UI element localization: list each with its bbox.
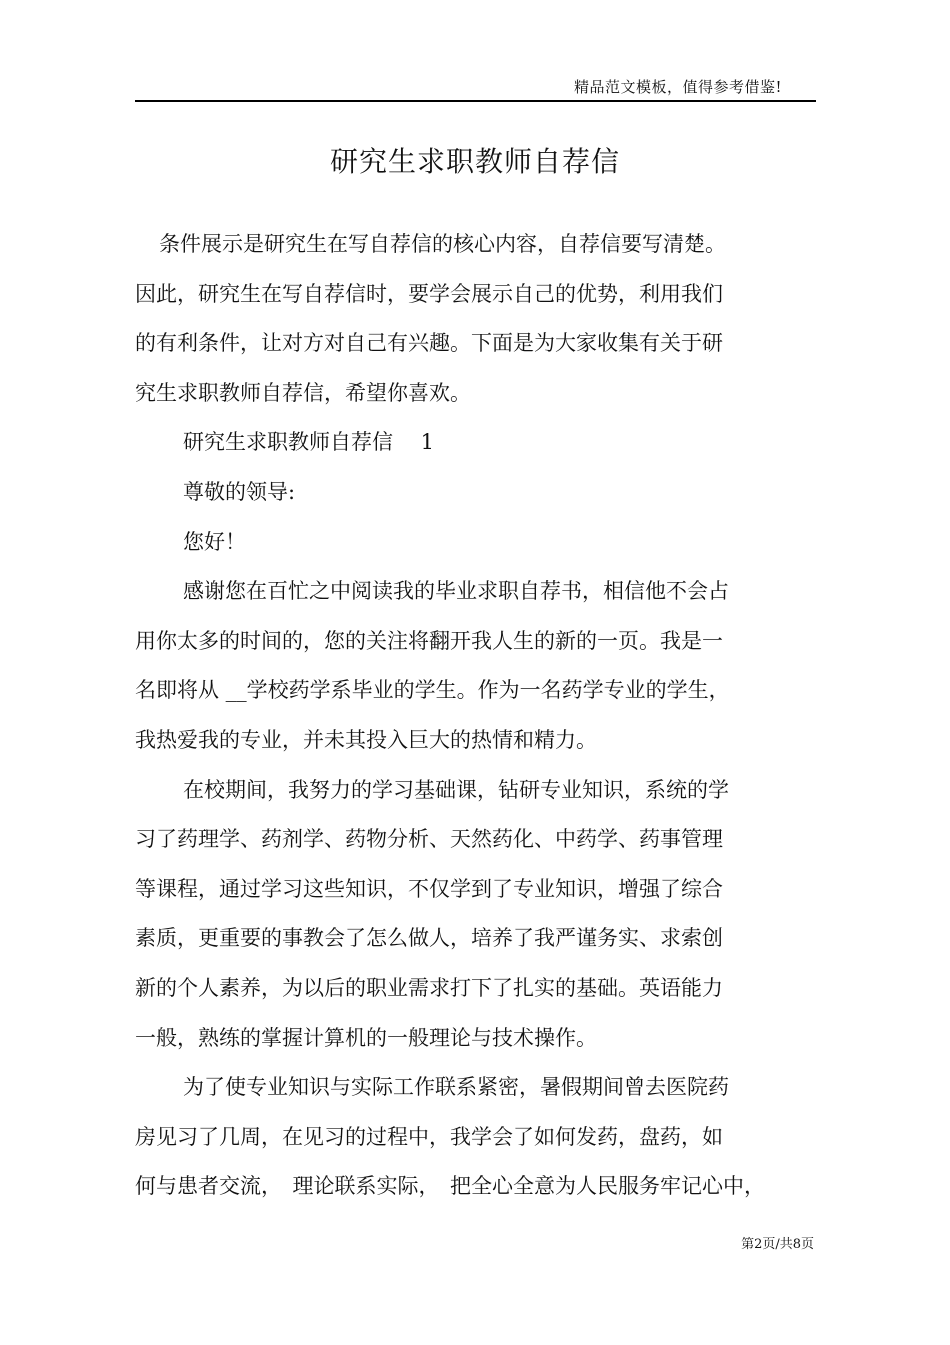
paragraph-line: 的有利条件，让对方对自己有兴趣。下面是为大家收集有关于研 bbox=[135, 331, 723, 356]
paragraph-line: 名即将从 __学校药学系毕业的学生。作为一名药学专业的学生， bbox=[135, 678, 730, 703]
document-body bbox=[135, 220, 765, 1212]
paragraph-line: 用你太多的时间的，您的关注将翻开我人生的新的一页。我是一 bbox=[135, 628, 723, 653]
paragraph-line: 房见习了几周，在见习的过程中，我学会了如何发药，盘药，如 bbox=[135, 1124, 723, 1149]
paragraph-line: 新的个人素养，为以后的职业需求打下了扎实的基础。英语能力 bbox=[135, 975, 723, 1000]
greeting: 您好！ bbox=[183, 529, 246, 554]
document-title: 研究生求职教师自荐信 bbox=[329, 145, 620, 178]
paragraph-line: 我热爱我的专业，并未其投入巨大的热情和精力。 bbox=[135, 727, 597, 752]
paragraph-line: 素质，更重要的事教会了怎么做人，培养了我严谨务实、求索创 bbox=[135, 926, 723, 951]
paragraph-line: 感谢您在百忙之中阅读我的毕业求职自荐书，相信他不会占 bbox=[183, 579, 729, 604]
paragraph-line: 为了使专业知识与实际工作联系紧密，暑假期间曾去医院药 bbox=[183, 1075, 729, 1100]
paragraph-line: 因此，研究生在写自荐信时，要学会展示自己的优势，利用我们 bbox=[135, 281, 723, 306]
paragraph-line: 一般，熟练的掌握计算机的一般理论与技术操作。 bbox=[135, 1025, 597, 1050]
paragraph-line: 等课程，通过学习这些知识，不仅学到了专业知识，增强了综合 bbox=[135, 876, 723, 901]
header-note: 精品范文模板，值得参考借鉴! bbox=[573, 78, 782, 96]
paragraph-line: 何与患者交流， 理论联系实际， 把全心全意为人民服务牢记心中， bbox=[135, 1174, 765, 1199]
paragraph-line: 究生求职教师自荐信，希望你喜欢。 bbox=[135, 380, 471, 405]
paragraph-line: 习了药理学、药剂学、药物分析、天然药化、中药学、药事管理 bbox=[135, 827, 723, 852]
page-indicator: 第2页/共8页 bbox=[741, 1237, 814, 1252]
paragraph-line: 在校期间，我努力的学习基础课，钻研专业知识，系统的学 bbox=[183, 777, 729, 802]
paragraph-line: 条件展示是研究生在写自荐信的核心内容，自荐信要写清楚。 bbox=[159, 232, 726, 256]
header-divider bbox=[135, 100, 816, 102]
salutation: 尊敬的领导: bbox=[183, 479, 296, 504]
letter-heading: 研究生求职教师自荐信 1 bbox=[183, 430, 435, 455]
